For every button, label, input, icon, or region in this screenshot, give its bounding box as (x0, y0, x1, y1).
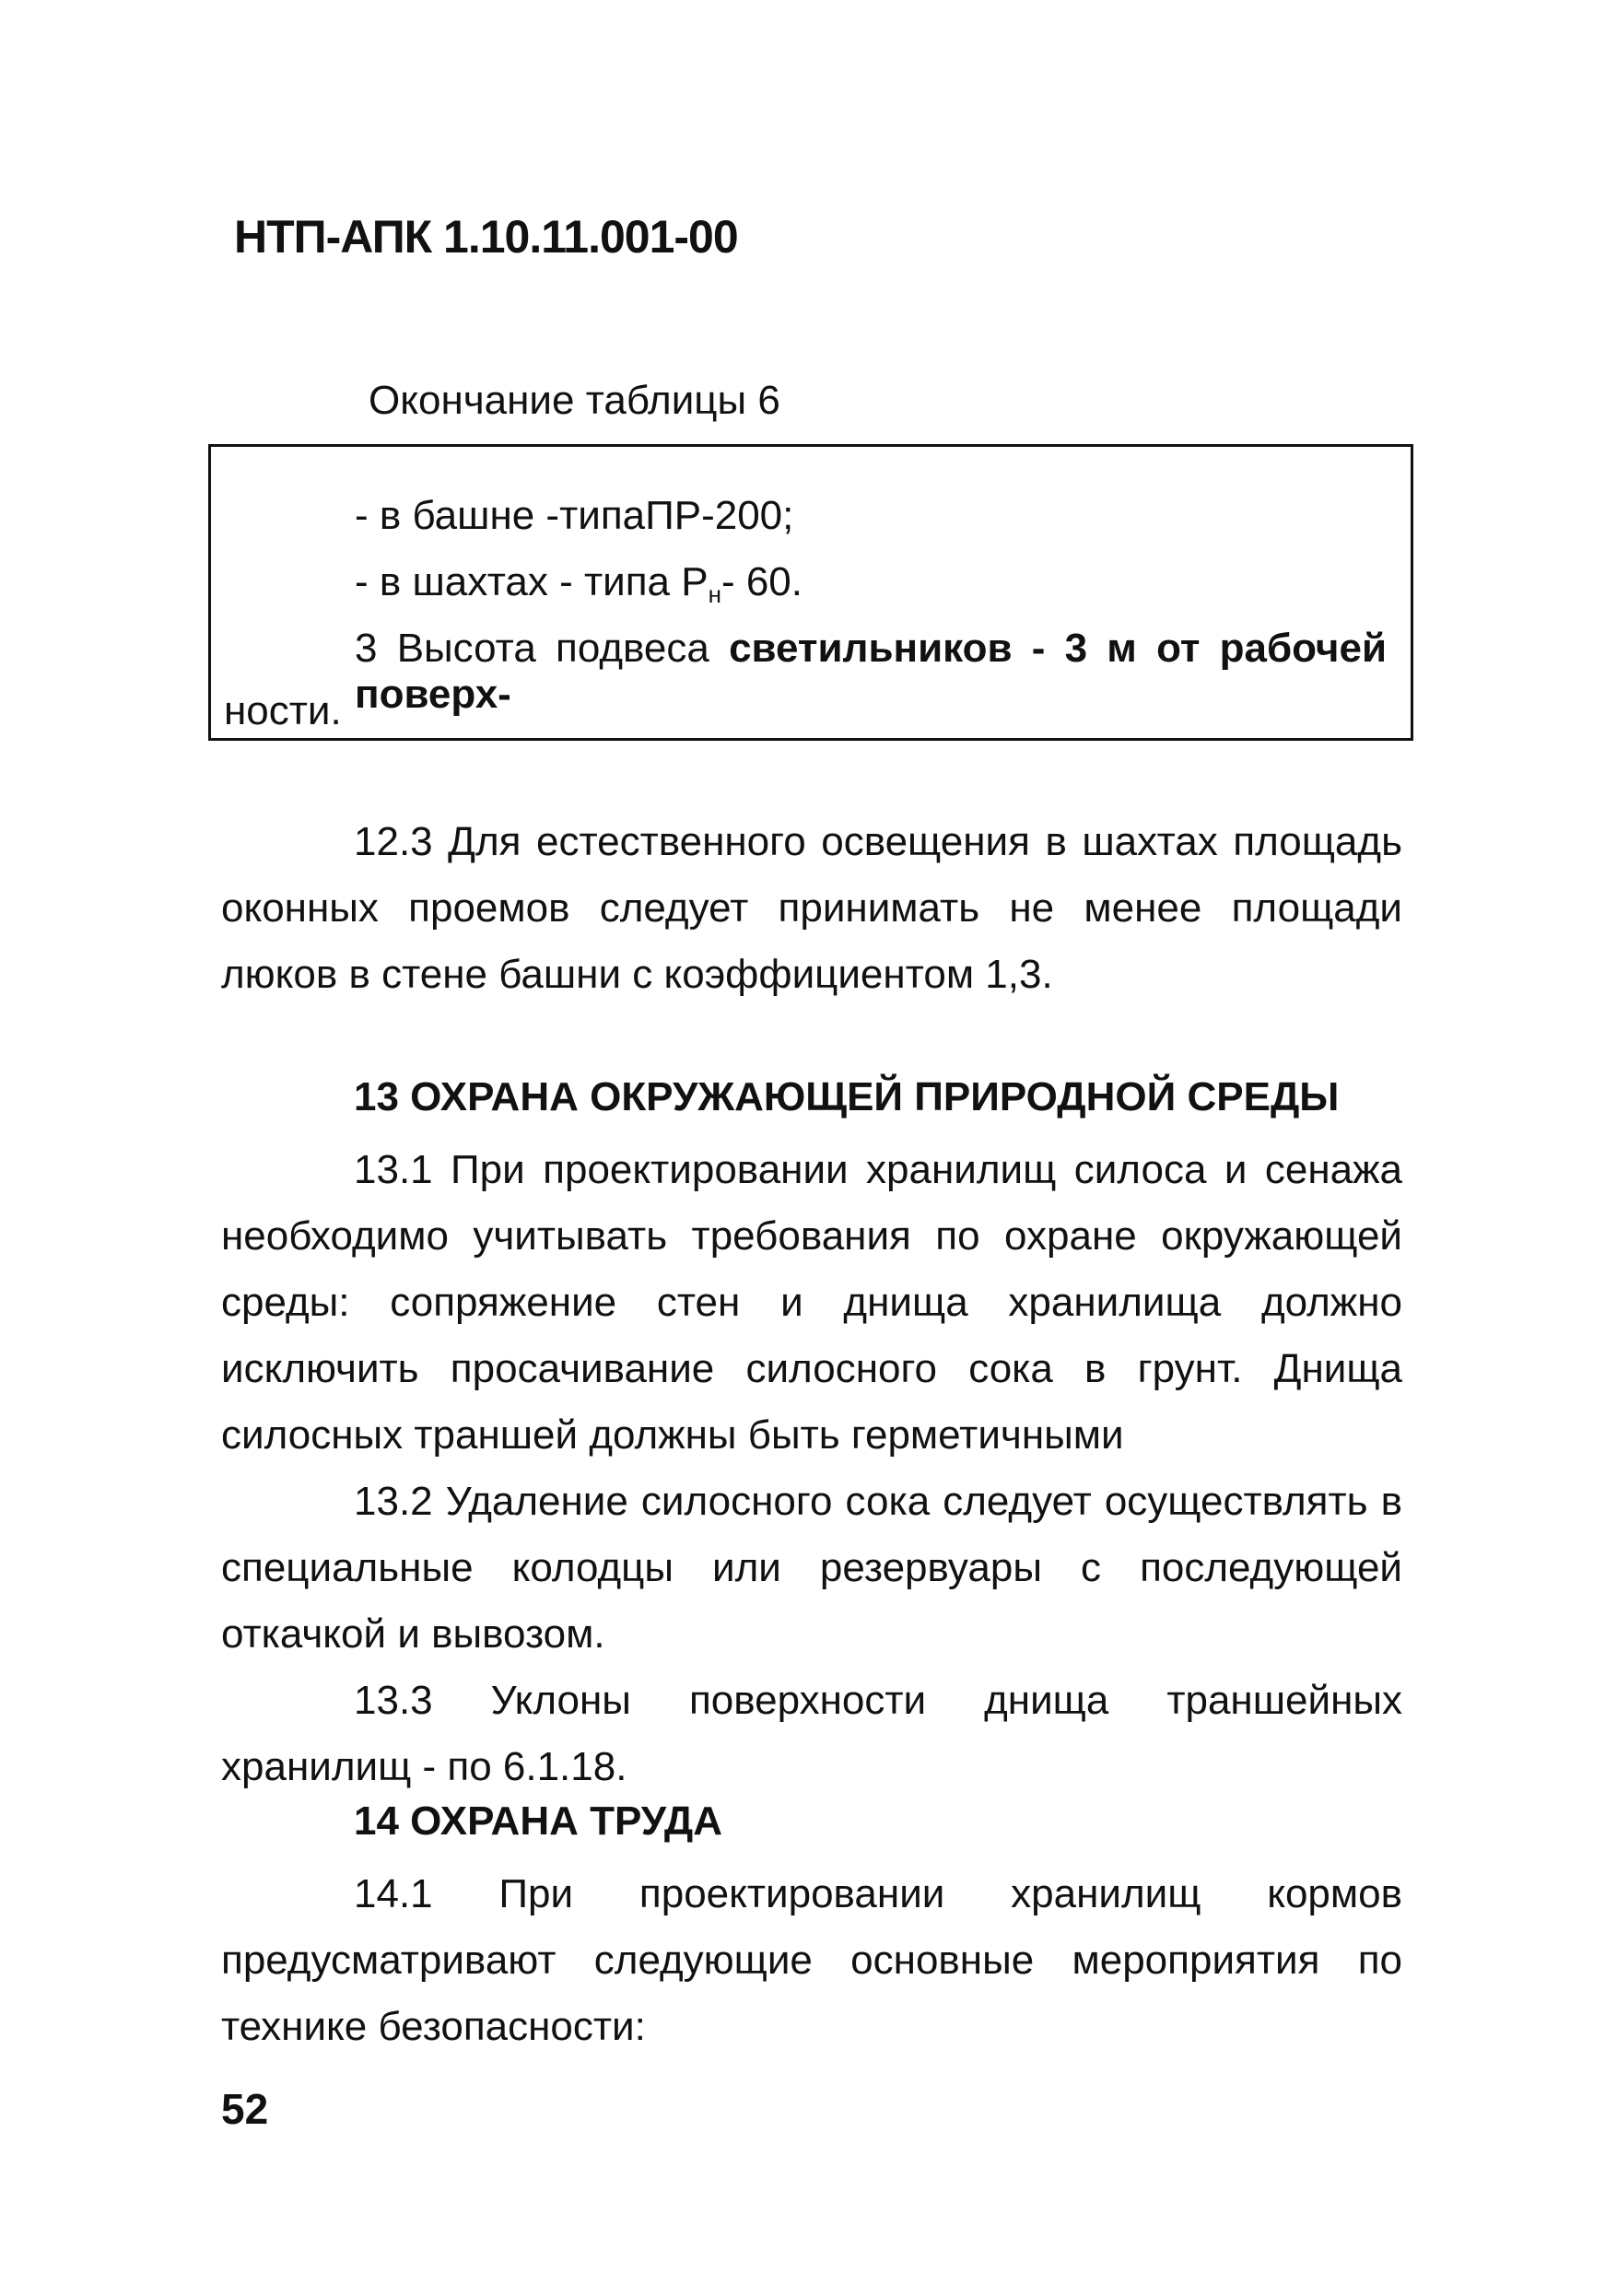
table-note-line-2 (355, 559, 802, 609)
table-note-line-4: ности. (224, 688, 342, 733)
line2-subscript: н (708, 580, 721, 608)
paragraph-13-1: 13.1 При проектировании хранилищ силоса и сенажа необходимо учитывать требования по охране окружающей среды: сопряжение стен и днища хранилища должно исключить просачивание силосного сока в грунт. Днища силосных траншей должны быть герметичными (221, 1147, 1402, 1458)
paragraph-12-3: 12.3 Для естественного освещения в шахтах площадь оконных проемов следует принимать не менее площади люков в стене башни с коэффициентом 1,3. (221, 819, 1402, 997)
paragraph-13-3: 13.3 Уклоны поверхности днища траншейных хранилищ - по 6.1.18. (221, 1678, 1402, 1789)
table-caption: Окончание таблицы 6 (369, 378, 780, 423)
line2-text: - в шахтах - типа Р (355, 559, 709, 604)
table-note-line-1: - в башне -типаПР-200; (355, 493, 794, 538)
section-heading-13: 13 ОХРАНА ОКРУЖАЮЩЕЙ ПРИРОДНОЙ СРЕДЫ (354, 1074, 1340, 1119)
document-code: НТП-АПК 1.10.11.001-00 (234, 211, 738, 263)
line3-bold-text: светильников - 3 м от рабочей поверх- (355, 626, 1387, 717)
page-number: 52 (221, 2085, 269, 2133)
paragraph-13-2: 13.2 Удаление силосного сока следует осуществлять в специальные колодцы или резервуары с последующей откачкой и вывозом. (221, 1479, 1402, 1657)
table-6-end-box (208, 444, 1413, 741)
line3-text: 3 Высота подвеса (355, 626, 730, 671)
line2-text-end: - 60. (720, 559, 802, 604)
section-heading-14: 14 ОХРАНА ТРУДА (354, 1798, 722, 1844)
paragraph-14-1: 14.1 При проектировании хранилищ кормов предусматривают следующие основные мероприятия по технике безопасности: (221, 1871, 1402, 2049)
table-note-line-3 (355, 626, 1387, 718)
